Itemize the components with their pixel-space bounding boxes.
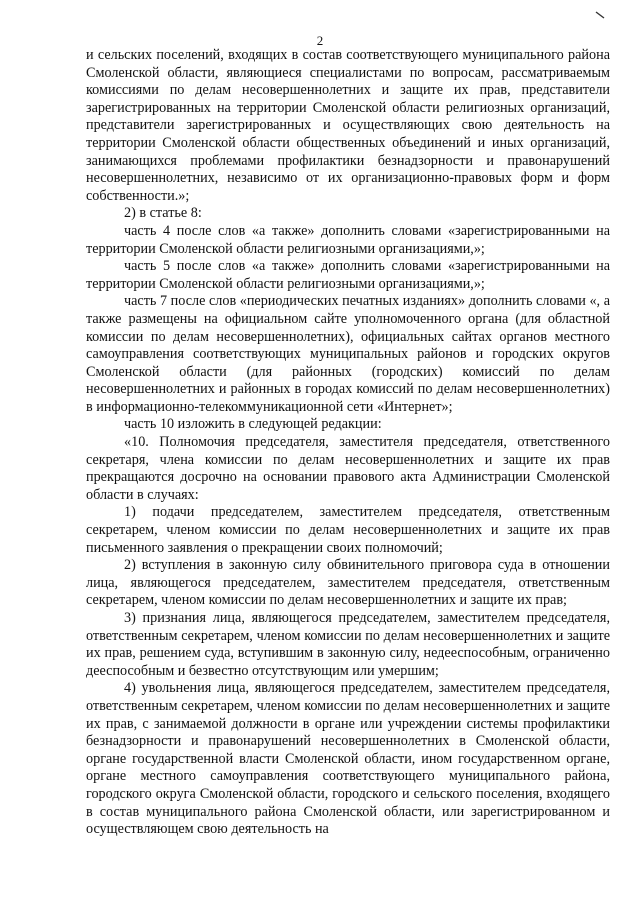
paragraph: 1) подачи председателем, заместителем председателя, ответственным секретарем, членом комиссии по делам несовершеннолетних и защите их прав письменного заявления о прекращении своих полномочий; — [86, 504, 610, 556]
paragraph: часть 4 после слов «а также» дополнить словами «зарегистрированными на территории Смоленской области религиозными организациями,»; — [86, 222, 610, 257]
paragraph: 4) увольнения лица, являющегося председателем, заместителем председателя, ответственным секретарем, членом комиссии по делам несовершеннолетних и защите их прав, с занимаемой должности в органе или учреждении системы профилактики безнадзорности и правонарушений несовершеннолетних в Смоленской области, органе государственной власти Смоленской области, ином государственном органе, органе местного самоуправления соответствующего муниципального района, городского округа Смоленской области, городского и сельского поселения, входящего в состав муниципального района Смоленской области, или зарегистрированном и осуществляющем свою деятельность на — [86, 680, 610, 838]
page-number: 2 — [316, 33, 324, 48]
paragraph: «10. Полномочия председателя, заместителя председателя, ответственного секретаря, члена комиссии по делам несовершеннолетних и защите их прав прекращаются досрочно на основании правового акта Администрации Смоленской области в случаях: — [86, 434, 610, 503]
paragraph: часть 5 после слов «а также» дополнить словами «зарегистрированными на территории Смоленской области религиозными организациями,»; — [86, 258, 610, 292]
paragraph: 3) признания лица, являющегося председателем, заместителем председателя, ответственным секретарем, членом комиссии по делам несовершеннолетних и защите их прав, решением суда, вступившим в законную силу, недееспособным, ограниченно дееспособным и безвестно отсутствующим или умершим; — [86, 610, 610, 679]
paragraph: и сельских поселений, входящих в состав соответствующего муниципального района Смоленской области, являющиеся специалистами по вопросам, рассматриваемым комиссиями по делам несовершеннолетних и защите их прав, представители зарегистрированных на территории Смоленской области религиозных организаций, представители зарегистрированных и осуществляющих свою деятельность на территории Смоленской области общественных объединений и иных организаций, занимающихся проблемами профилактики безнадзорности и правонарушений несовершеннолетних, независимо от их организационно-правовых форм и форм собственности.»; — [86, 47, 610, 204]
document-body — [86, 47, 610, 839]
paragraph: 2) в статье 8: — [124, 205, 202, 222]
scan-mark — [594, 10, 608, 20]
paragraph: часть 7 после слов «периодических печатных изданиях» дополнить словами «, а также размещены на официальном сайте уполномоченного органа (для областной комиссии по делам несовершеннолетних), официальных сайтах органов местного самоуправления соответствующих муниципальных районов и городских округов Смоленской области (для районных (городских) комиссий по делам несовершеннолетних и районных в городах комиссий по делам несовершеннолетних) в информационно-телекоммуникационной сети «Интернет»; — [86, 293, 610, 415]
paragraph: 2) вступления в законную силу обвинительного приговора суда в отношении лица, являющегося председателем, заместителем председателя, ответственным секретарем, членом комиссии по делам несовершеннолетних и защите их прав; — [86, 557, 610, 609]
paragraph: часть 10 изложить в следующей редакции: — [124, 416, 382, 433]
